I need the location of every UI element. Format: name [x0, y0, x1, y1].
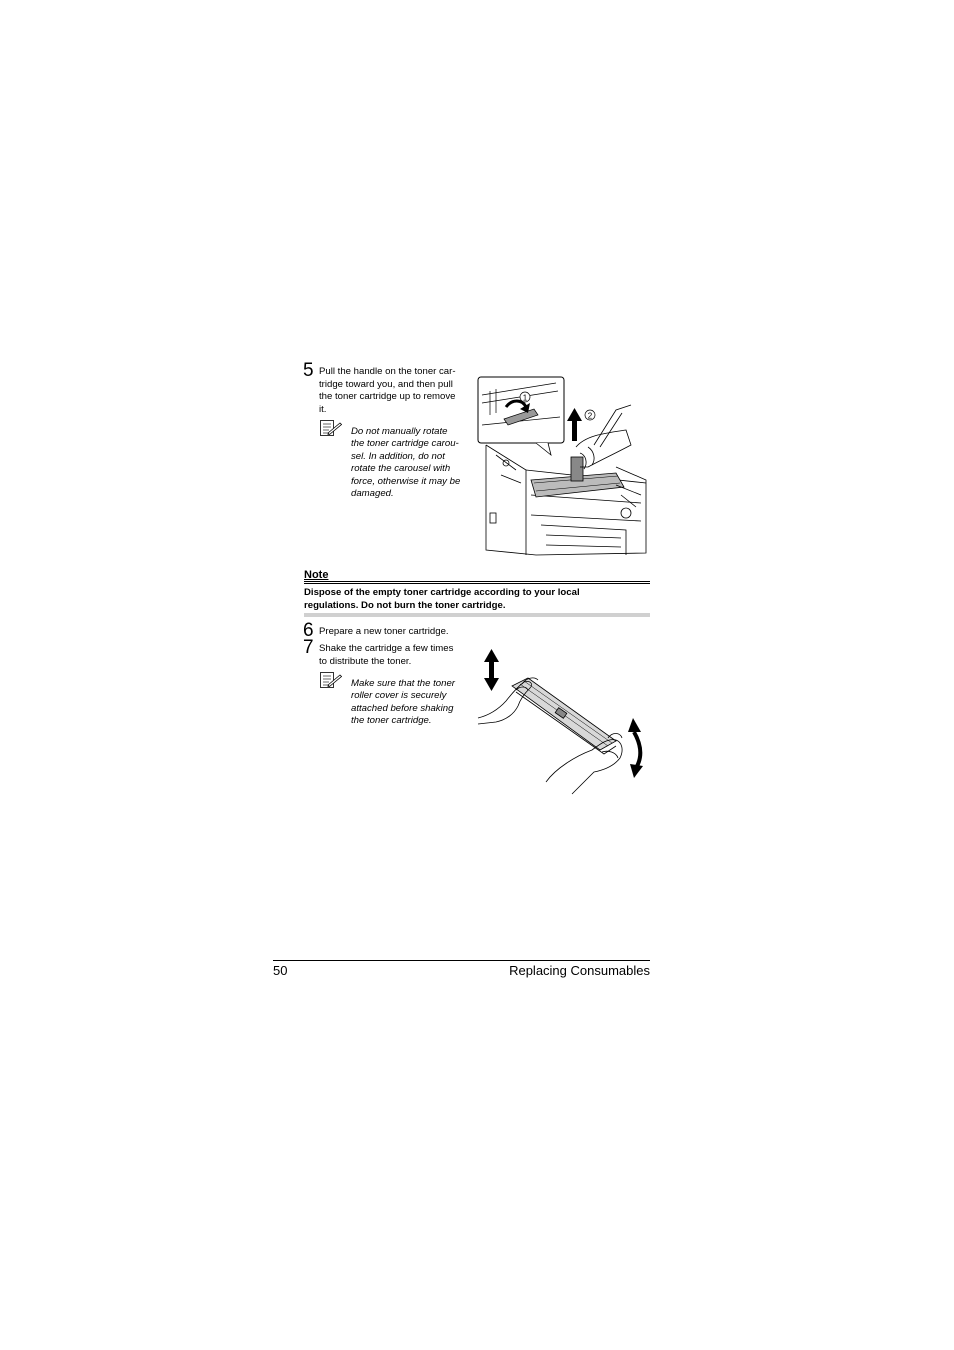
note-heading: Note — [304, 569, 329, 581]
callout-2: 2 — [587, 411, 593, 421]
note-line: roller cover is securely — [351, 690, 447, 702]
note-line: attached before shaking — [351, 702, 454, 714]
step-5-text — [319, 366, 469, 416]
step-5-note — [351, 426, 471, 500]
callout-1: 1 — [522, 393, 528, 403]
note-line: rotate the carousel with — [351, 463, 451, 475]
note-pencil-icon — [320, 672, 342, 688]
note-line: sel. In addition, do not — [351, 450, 445, 462]
note-line: Do not manually rotate — [351, 426, 448, 437]
page-number: 50 — [273, 963, 288, 978]
step-6-number: 6 — [303, 620, 314, 641]
step-5-line: tridge toward you, and then pull — [319, 378, 453, 390]
note-line: the toner cartridge carou- — [351, 438, 459, 450]
cartridge-shake-illustration — [476, 646, 648, 796]
step-5-number: 5 — [303, 360, 314, 381]
note-body-line: regulations. Do not burn the toner cartridge. — [304, 600, 506, 611]
note-line: the toner cartridge. — [351, 715, 432, 727]
section-title: Replacing Consumables — [509, 963, 650, 978]
step-6-text — [319, 626, 469, 639]
step-7-line: Shake the cartridge a few times — [319, 643, 454, 654]
note-line: damaged. — [351, 488, 394, 500]
note-body-line: Dispose of the empty toner cartridge according to your local — [304, 587, 580, 598]
step-5-line: Pull the handle on the toner car- — [319, 366, 456, 377]
step-6-line: Prepare a new toner cartridge. — [319, 626, 449, 637]
note-body — [304, 586, 650, 612]
step-7-text — [319, 643, 469, 668]
step-7-number: 7 — [303, 637, 314, 658]
step-5-line: the toner cartridge up to remove — [319, 391, 456, 402]
toner-removal-illustration — [476, 375, 648, 558]
step-7-note — [351, 678, 471, 728]
note-rule-top-2 — [304, 583, 650, 584]
footer-rule — [273, 960, 650, 961]
note-rule-top — [304, 581, 650, 582]
note-rule-bottom — [304, 613, 650, 617]
note-pencil-icon — [320, 420, 342, 436]
step-7-line: to distribute the toner. — [319, 655, 412, 667]
note-line: Make sure that the toner — [351, 678, 455, 689]
step-5-line: it. — [319, 403, 327, 415]
note-line: force, otherwise it may be — [351, 475, 461, 487]
